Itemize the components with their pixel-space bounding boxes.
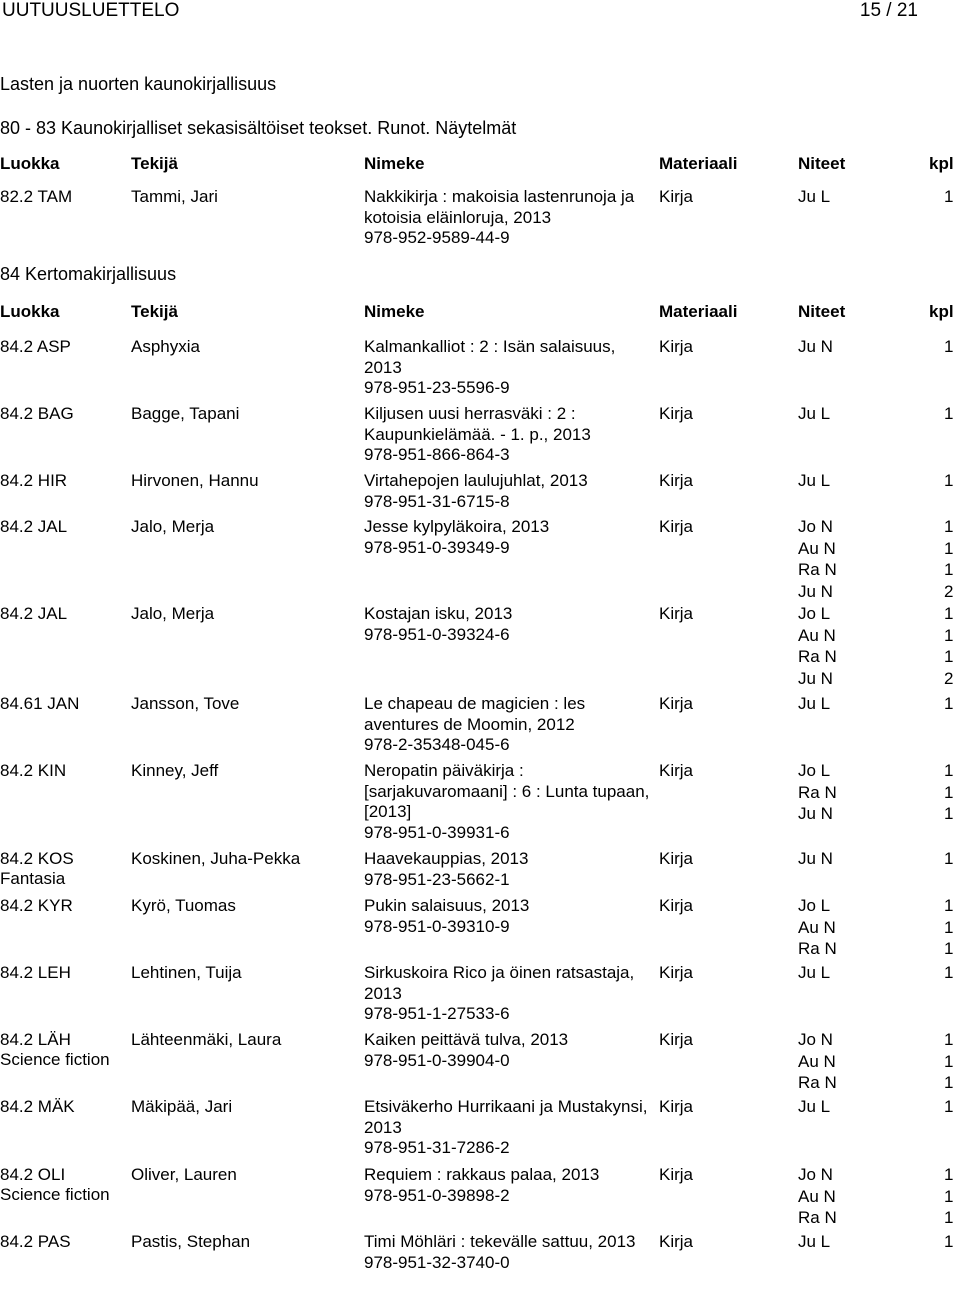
entry-holding-count: 1 xyxy=(944,917,954,937)
entry-isbn: 978-951-866-864-3 xyxy=(364,445,510,464)
entry-title: Le chapeau de magicien : les aventures de Moomin, 2012 xyxy=(364,694,586,734)
section-title: Lasten ja nuorten kaunokirjallisuus xyxy=(0,74,277,94)
entry-material: Kirja xyxy=(659,471,694,490)
column-header-luokka: Luokka xyxy=(0,302,60,321)
entry-author: Oliver, Lauren xyxy=(131,1165,237,1184)
entry-isbn: 978-951-32-3740-0 xyxy=(364,1253,510,1272)
entry-holding-count: 1 xyxy=(944,337,954,356)
entry-title: Haavekauppias, 2013 xyxy=(364,849,529,868)
entry-holding-location: Ra N xyxy=(798,1073,837,1092)
entry-holding-location: Ju N xyxy=(798,668,833,688)
entry-material: Kirja xyxy=(659,604,694,623)
column-header-niteet: Niteet xyxy=(798,302,846,321)
entry-title: Kalmankalliot : 2 : Isän salaisuus, 2013 xyxy=(364,337,616,377)
entry-holding-count: 1 xyxy=(944,782,954,802)
entry-classification: 84.2 PAS xyxy=(0,1232,71,1251)
entry-title: Kaiken peittävä tulva, 2013 xyxy=(364,1030,569,1049)
entry-author: Kinney, Jeff xyxy=(131,761,219,780)
entry-isbn: 978-2-35348-045-6 xyxy=(364,735,510,754)
entry-holding-location: Ju N xyxy=(798,849,833,868)
entry-author: Jalo, Merja xyxy=(131,604,215,623)
subsection-title: 80 - 83 Kaunokirjalliset sekasisältöiset teokset. Runot. Näytelmät xyxy=(0,118,517,138)
entry-material: Kirja xyxy=(659,517,694,536)
entry-holding-location: Ju N xyxy=(798,804,833,823)
entry-title: Requiem : rakkaus palaa, 2013 xyxy=(364,1165,600,1184)
column-header-materiaali: Materiaali xyxy=(659,302,738,321)
entry-holding-count: 1 xyxy=(944,1097,954,1116)
entry-holding-count: 2 xyxy=(944,581,954,601)
entry-holding-location: Ju L xyxy=(798,1097,831,1116)
entry-author: Jansson, Tove xyxy=(131,694,240,713)
entry-holding-count: 1 xyxy=(944,517,954,536)
entry-holding-location: Ra N xyxy=(798,939,837,958)
entry-classification: 84.2 JAL xyxy=(0,604,68,623)
entry-material: Kirja xyxy=(659,1165,694,1184)
entry-holding-location: Jo N xyxy=(798,517,833,536)
entry-isbn: 978-951-23-5596-9 xyxy=(364,378,510,397)
entry-holding-location: Jo N xyxy=(798,1165,833,1184)
entry-holding-location: Au N xyxy=(798,1186,836,1206)
entry-material: Kirja xyxy=(659,187,694,206)
entry-holding-count: 1 xyxy=(944,1051,954,1071)
entry-holding-count: 1 xyxy=(944,604,954,623)
entry-holding-location: Ju L xyxy=(798,963,831,982)
entry-holding-location: Jo L xyxy=(798,604,831,623)
column-header-niteet: Niteet xyxy=(798,154,846,173)
entry-material: Kirja xyxy=(659,1097,694,1116)
document-title: UUTUUSLUETTELO xyxy=(2,0,180,21)
entry-classification: 84.2 OLI xyxy=(0,1165,66,1184)
entry-holding-count: 1 xyxy=(944,761,954,780)
entry-material: Kirja xyxy=(659,337,694,356)
entry-classification: 84.2 KOS xyxy=(0,849,74,868)
entry-material: Kirja xyxy=(659,404,694,423)
entry-classification: 84.2 KYR xyxy=(0,896,73,915)
entry-holding-location: Ra N xyxy=(798,560,837,579)
entry-title: Timi Möhläri : tekevälle sattuu, 2013 xyxy=(364,1232,636,1251)
entry-title: Sirkuskoira Rico ja öinen ratsastaja, 2013 xyxy=(364,963,635,1003)
entry-isbn: 978-951-0-39349-9 xyxy=(364,538,510,557)
column-header-nimeke: Nimeke xyxy=(364,154,425,173)
entry-isbn: 978-952-9589-44-9 xyxy=(364,228,510,247)
entry-holding-count: 1 xyxy=(944,1186,954,1206)
entry-holding-count: 1 xyxy=(944,538,954,558)
entry-holding-location: Ju L xyxy=(798,1232,831,1251)
entry-classification: 84.2 MÄK xyxy=(0,1097,75,1116)
entry-genre: Science fiction xyxy=(0,1050,110,1069)
entry-title: Kiljusen uusi herrasväki : 2 : Kaupunkielämää. - 1. p., 2013 xyxy=(364,404,591,444)
entry-holding-location: Ju L xyxy=(798,404,831,423)
column-header-kpl: kpl xyxy=(929,302,954,321)
entry-title: Kostajan isku, 2013 xyxy=(364,604,513,623)
entry-title: Nakkikirja : makoisia lastenrunoja ja kotoisia eläinloruja, 2013 xyxy=(364,187,635,227)
entry-author: Pastis, Stephan xyxy=(131,1232,251,1251)
entry-holding-count: 1 xyxy=(944,1073,954,1092)
entry-material: Kirja xyxy=(659,963,694,982)
entry-author: Lähteenmäki, Laura xyxy=(131,1030,282,1049)
entry-holding-location: Jo L xyxy=(798,896,831,915)
entry-author: Lehtinen, Tuija xyxy=(131,963,242,982)
entry-holding-count: 1 xyxy=(944,1208,954,1227)
entry-title: Neropatin päiväkirja : [sarjakuvaromaani] : 6 : Lunta tupaan, [2013] xyxy=(364,761,650,821)
entry-holding-location: Ra N xyxy=(798,782,837,802)
entry-classification: 82.2 TAM xyxy=(0,187,73,206)
entry-holding-count: 1 xyxy=(944,896,954,915)
entry-isbn: 978-951-0-39898-2 xyxy=(364,1186,510,1205)
subsection-title: 84 Kertomakirjallisuus xyxy=(0,264,177,284)
entry-title: Pukin salaisuus, 2013 xyxy=(364,896,530,915)
entry-holding-count: 1 xyxy=(944,939,954,958)
entry-author: Tammi, Jari xyxy=(131,187,218,206)
entry-author: Koskinen, Juha-Pekka xyxy=(131,849,301,868)
entry-isbn: 978-951-31-7286-2 xyxy=(364,1138,510,1157)
column-header-tekija: Tekijä xyxy=(131,154,178,173)
entry-holding-count: 1 xyxy=(944,471,954,490)
entry-isbn: 978-951-1-27533-6 xyxy=(364,1004,510,1023)
entry-holding-location: Au N xyxy=(798,625,836,645)
entry-title: Etsiväkerho Hurrikaani ja Mustakynsi, 2013 xyxy=(364,1097,648,1137)
entry-holding-count: 1 xyxy=(944,694,954,713)
entry-isbn: 978-951-0-39324-6 xyxy=(364,625,510,644)
entry-holding-location: Ju N xyxy=(798,337,833,356)
entry-author: Asphyxia xyxy=(131,337,200,356)
entry-holding-count: 1 xyxy=(944,1165,954,1184)
entry-author: Mäkipää, Jari xyxy=(131,1097,233,1116)
entry-classification: 84.61 JAN xyxy=(0,694,80,713)
entry-holding-count: 1 xyxy=(944,849,954,868)
column-header-tekija: Tekijä xyxy=(131,302,178,321)
entry-holding-count: 1 xyxy=(944,963,954,982)
entry-material: Kirja xyxy=(659,896,694,915)
entry-holding-count: 1 xyxy=(944,187,954,206)
entry-holding-count: 1 xyxy=(944,647,954,666)
entry-holding-location: Ju N xyxy=(798,581,833,601)
entry-classification: 84.2 KIN xyxy=(0,761,67,780)
entry-classification: 84.2 JAL xyxy=(0,517,68,536)
column-header-materiaali: Materiaali xyxy=(659,154,738,173)
entry-isbn: 978-951-0-39931-6 xyxy=(364,823,510,842)
entry-holding-location: Jo L xyxy=(798,761,831,780)
entry-holding-location: Ju L xyxy=(798,471,831,490)
entry-holding-location: Jo N xyxy=(798,1030,833,1049)
entry-material: Kirja xyxy=(659,694,694,713)
entry-material: Kirja xyxy=(659,849,694,868)
entry-title: Virtahepojen laulujuhlat, 2013 xyxy=(364,471,588,490)
entry-genre: Science fiction xyxy=(0,1185,110,1204)
entry-material: Kirja xyxy=(659,1030,694,1049)
entry-isbn: 978-951-0-39310-9 xyxy=(364,917,510,936)
entry-holding-count: 1 xyxy=(944,1232,954,1251)
entry-classification: 84.2 ASP xyxy=(0,337,71,356)
entry-classification: 84.2 LÄH xyxy=(0,1030,71,1049)
entry-classification: 84.2 BAG xyxy=(0,404,74,423)
entry-holding-count: 2 xyxy=(944,668,954,688)
column-header-kpl: kpl xyxy=(929,154,954,173)
entry-genre: Fantasia xyxy=(0,869,66,888)
entry-holding-location: Au N xyxy=(798,1051,836,1071)
entry-material: Kirja xyxy=(659,1232,694,1251)
entry-holding-count: 1 xyxy=(944,1030,954,1049)
entry-holding-count: 1 xyxy=(944,625,954,645)
entry-author: Hirvonen, Hannu xyxy=(131,471,259,490)
entry-isbn: 978-951-0-39904-0 xyxy=(364,1051,510,1070)
entry-classification: 84.2 LEH xyxy=(0,963,71,982)
column-header-nimeke: Nimeke xyxy=(364,302,425,321)
column-header-luokka: Luokka xyxy=(0,154,60,173)
entry-holding-count: 1 xyxy=(944,804,954,823)
entry-isbn: 978-951-23-5662-1 xyxy=(364,870,510,889)
entry-material: Kirja xyxy=(659,761,694,780)
entry-holding-count: 1 xyxy=(944,404,954,423)
entry-holding-location: Ju L xyxy=(798,187,831,206)
entry-isbn: 978-951-31-6715-8 xyxy=(364,492,510,511)
entry-holding-location: Ju L xyxy=(798,694,831,713)
entry-author: Kyrö, Tuomas xyxy=(131,896,236,915)
entry-classification: 84.2 HIR xyxy=(0,471,68,490)
entry-title: Jesse kylpyläkoira, 2013 xyxy=(364,517,550,536)
entry-holding-location: Au N xyxy=(798,538,836,558)
entry-holding-location: Ra N xyxy=(798,1208,837,1227)
entry-holding-location: Ra N xyxy=(798,647,837,666)
page-number: 15 / 21 xyxy=(859,0,918,21)
entry-author: Bagge, Tapani xyxy=(131,404,240,423)
entry-holding-location: Au N xyxy=(798,917,836,937)
entry-holding-count: 1 xyxy=(944,560,954,579)
entry-author: Jalo, Merja xyxy=(131,517,215,536)
